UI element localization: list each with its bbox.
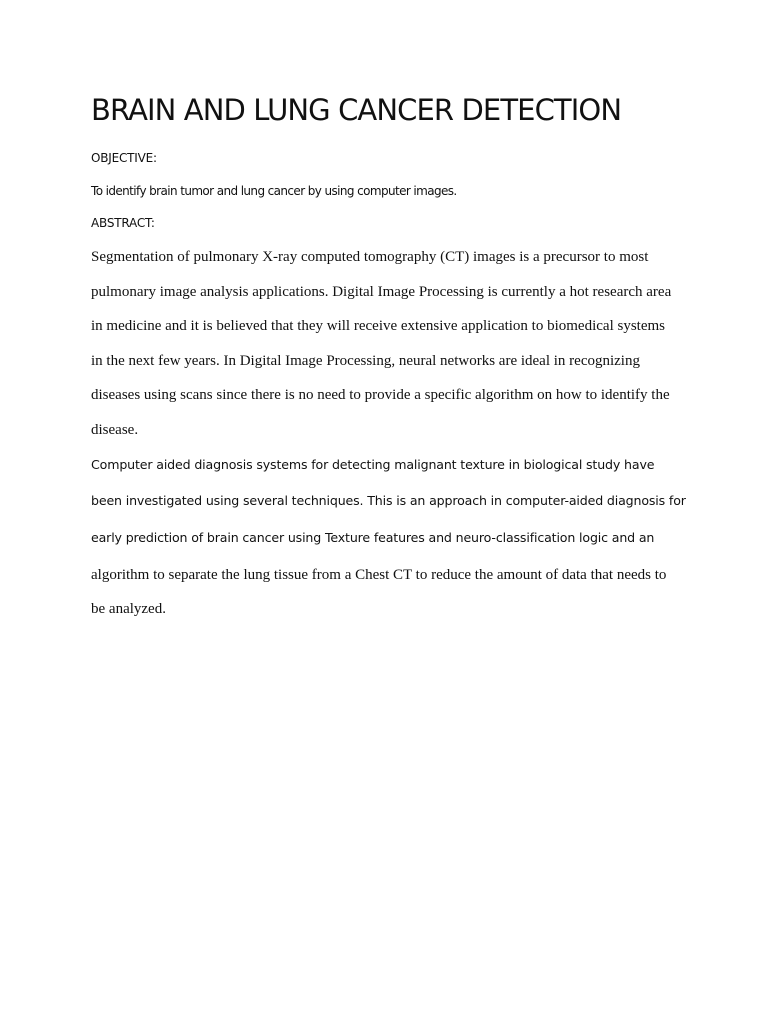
abstract-paragraph-1-line: in the next few years. In Digital Image Processing, neural networks are ideal in recognizing bbox=[91, 353, 640, 369]
document-title: BRAIN AND LUNG CANCER DETECTION bbox=[91, 93, 622, 127]
abstract-paragraph-1-line: disease. bbox=[91, 422, 139, 438]
objective-heading: OBJECTIVE: bbox=[91, 151, 157, 165]
abstract-paragraph-1-line: pulmonary image analysis applications. Digital Image Processing is currently a hot research area bbox=[91, 284, 672, 300]
abstract-paragraph-1-line: in medicine and it is believed that they will receive extensive application to biomedical systems bbox=[91, 318, 665, 334]
abstract-paragraph-2-line: been investigated using several techniques. This is an approach in computer-aided diagnosis for bbox=[91, 493, 686, 508]
abstract-paragraph-2-line: be analyzed. bbox=[91, 601, 166, 617]
abstract-paragraph-2-line: Computer aided diagnosis systems for detecting malignant texture in biological study have bbox=[91, 457, 655, 472]
objective-text: To identify brain tumor and lung cancer by using computer images. bbox=[91, 184, 457, 198]
abstract-heading: ABSTRACT: bbox=[91, 216, 155, 230]
abstract-paragraph-1-line: Segmentation of pulmonary X-ray computed tomography (CT) images is a precursor to most bbox=[91, 249, 649, 265]
abstract-paragraph-1-line: diseases using scans since there is no need to provide a specific algorithm on how to identify the bbox=[91, 387, 670, 403]
abstract-paragraph-2-line: algorithm to separate the lung tissue from a Chest CT to reduce the amount of data that needs to bbox=[91, 567, 667, 583]
abstract-paragraph-2-line: early prediction of brain cancer using Texture features and neuro-classification logic and an bbox=[91, 530, 655, 545]
